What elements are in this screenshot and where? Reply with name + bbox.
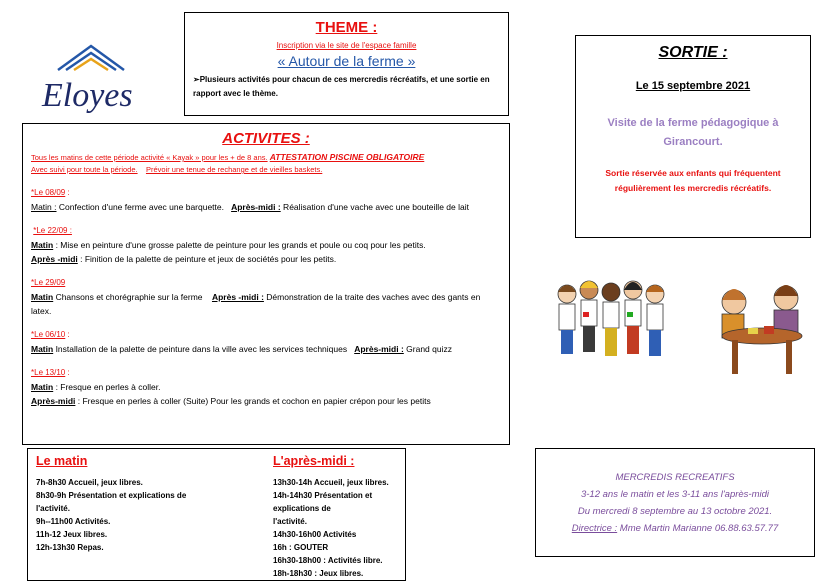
schedule-line: 16h : GOUTER	[273, 543, 329, 552]
afternoon-label: Après -midi	[31, 254, 78, 264]
morning-schedule	[36, 449, 186, 554]
activites-box	[22, 123, 510, 445]
theme-box	[184, 12, 509, 116]
morning-label: Matin :	[31, 202, 57, 212]
morning-text: Confection d'une ferme avec une barquette.	[56, 202, 224, 212]
schedule-line: 14h30-16h00 Activités	[273, 530, 357, 539]
afternoon-text: Grand quizz	[403, 344, 452, 354]
afternoon-label: Après-midi :	[231, 202, 281, 212]
svg-text:Eloyes: Eloyes	[42, 77, 133, 114]
theme-inscription: Inscription via le site de l'espace famille	[276, 41, 417, 50]
sortie-date: Le 15 septembre 2021	[635, 80, 751, 92]
eloyes-logo	[36, 40, 156, 120]
activites-intro	[31, 151, 501, 176]
suivi-note: Avec suivi pour toute la période.	[31, 165, 138, 174]
afternoon-label: Après-midi :	[354, 344, 404, 354]
sortie-note: Sortie réservée aux enfants qui fréquentent régulièrement les mercredis récréatifs.	[605, 168, 781, 193]
morning-label: Matin	[31, 382, 54, 392]
morning-title: Le matin	[36, 454, 88, 468]
schedule-line: 9h--11h00 Activités.	[36, 517, 111, 526]
day-date: *Le 29/09	[31, 278, 66, 287]
afternoon-label: Après-midi	[31, 396, 76, 406]
children-table-image	[712, 278, 812, 387]
activity-day	[31, 224, 501, 266]
afternoon-text: Réalisation d'une vache avec une bouteille de lait	[280, 202, 469, 212]
sortie-box	[575, 35, 811, 238]
morning-text: Installation de la palette de peinture dans la ville avec les services techniques	[53, 344, 348, 354]
schedule-line: 13h30-14h Accueil, jeux libres.	[273, 478, 389, 487]
schedule-line: l'activité.	[36, 504, 70, 513]
activites-title: ACTIVITES :	[222, 130, 310, 147]
morning-text: : Mise en peinture d'une grosse palette de peinture pour les grands et poule ou coq pour les petits.	[53, 240, 426, 250]
afternoon-text: : Fresque en perles à coller (Suite) Pour les grands et cochon en papier crépon pour les petits	[75, 396, 431, 406]
schedule-line: 7h-8h30 Accueil, jeux libres.	[36, 478, 143, 487]
activity-day: *Le 13/10 : Matin : Fresque en perles à coller. Après-midi : Fresque en perles à coller (Suite) Pour les grands et cochon en papier crépon pour les petits	[31, 368, 431, 406]
afternoon-schedule	[273, 449, 405, 580]
kayak-note: Tous les matins de cette période activité « Kayak » pour les + de 8 ans.	[31, 153, 268, 162]
activity-day: *Le 06/10 : Matin Installation de la palette de peinture dans la ville avec les services techniques Après-midi : Grand quizz	[31, 330, 452, 354]
theme-description: ➢Plusieurs activités pour chacun de ces mercredis récréatifs, et une sortie en rapport avec le thème.	[193, 75, 490, 98]
morning-label: Matin	[31, 292, 54, 302]
mercredis-dates: Du mercredi 8 septembre au 13 octobre 2021.	[577, 506, 773, 517]
morning-text: Chansons et chorégraphie sur la ferme	[53, 292, 203, 302]
schedule-line: 8h30-9h Présentation et explications de	[36, 491, 187, 500]
activity-day: *Le 08/09 : Matin : Confection d'une ferme avec une barquette. Après-midi : Réalisation d'une vache avec une bouteille de lait	[31, 188, 469, 212]
afternoon-label: Après -midi :	[211, 292, 264, 302]
mercredis-ages: 3-12 ans le matin et les 3-11 ans l'après-midi	[580, 489, 770, 500]
schedule-line: 18h-18h30 : Jeux libres.	[273, 569, 364, 578]
schedule-line: 11h-12 Jeux libres.	[36, 530, 108, 539]
children-group-image	[553, 272, 669, 395]
morning-label: Matin	[31, 240, 54, 250]
schedule-line: 12h-13h30 Repas.	[36, 543, 104, 552]
attestation-note: ATTESTATION PISCINE OBLIGATOIRE	[269, 152, 425, 162]
tenue-note: Prévoir une tenue de rechange et de vieilles baskets.	[145, 165, 323, 174]
theme-name: « Autour de la ferme »	[277, 53, 416, 69]
day-date: *Le 22/09 :	[33, 226, 72, 235]
day-date: *Le 13/10	[31, 368, 66, 377]
schedule-line: 14h-14h30 Présentation et explications de	[273, 491, 373, 513]
theme-title: THEME :	[315, 19, 378, 36]
afternoon-text: Démonstration de la traite des vaches avec des gants en latex.	[31, 292, 481, 316]
mercredis-box	[535, 448, 815, 557]
afternoon-text: : Finition de la palette de peinture et jeux de sociétés pour les petits.	[77, 254, 337, 264]
activity-day	[31, 276, 501, 318]
schedule-line: l'activité.	[273, 517, 307, 526]
schedule-box	[27, 448, 406, 581]
mercredis-title: MERCREDIS RECREATIFS	[615, 472, 735, 483]
director-contact: Mme Martin Marianne 06.88.63.57.77	[617, 523, 779, 534]
morning-label: Matin	[31, 344, 54, 354]
sortie-place: Visite de la ferme pédagogique à Girancourt.	[607, 117, 779, 148]
afternoon-title: L'après-midi :	[273, 454, 355, 468]
day-date: *Le 06/10	[31, 330, 66, 339]
sortie-title: SORTIE :	[658, 44, 728, 61]
day-date: *Le 08/09	[31, 188, 66, 197]
director-label: Directrice :	[571, 523, 618, 534]
morning-text: : Fresque en perles à coller.	[53, 382, 161, 392]
schedule-line: 16h30-18h00 : Activités libre.	[273, 556, 383, 565]
